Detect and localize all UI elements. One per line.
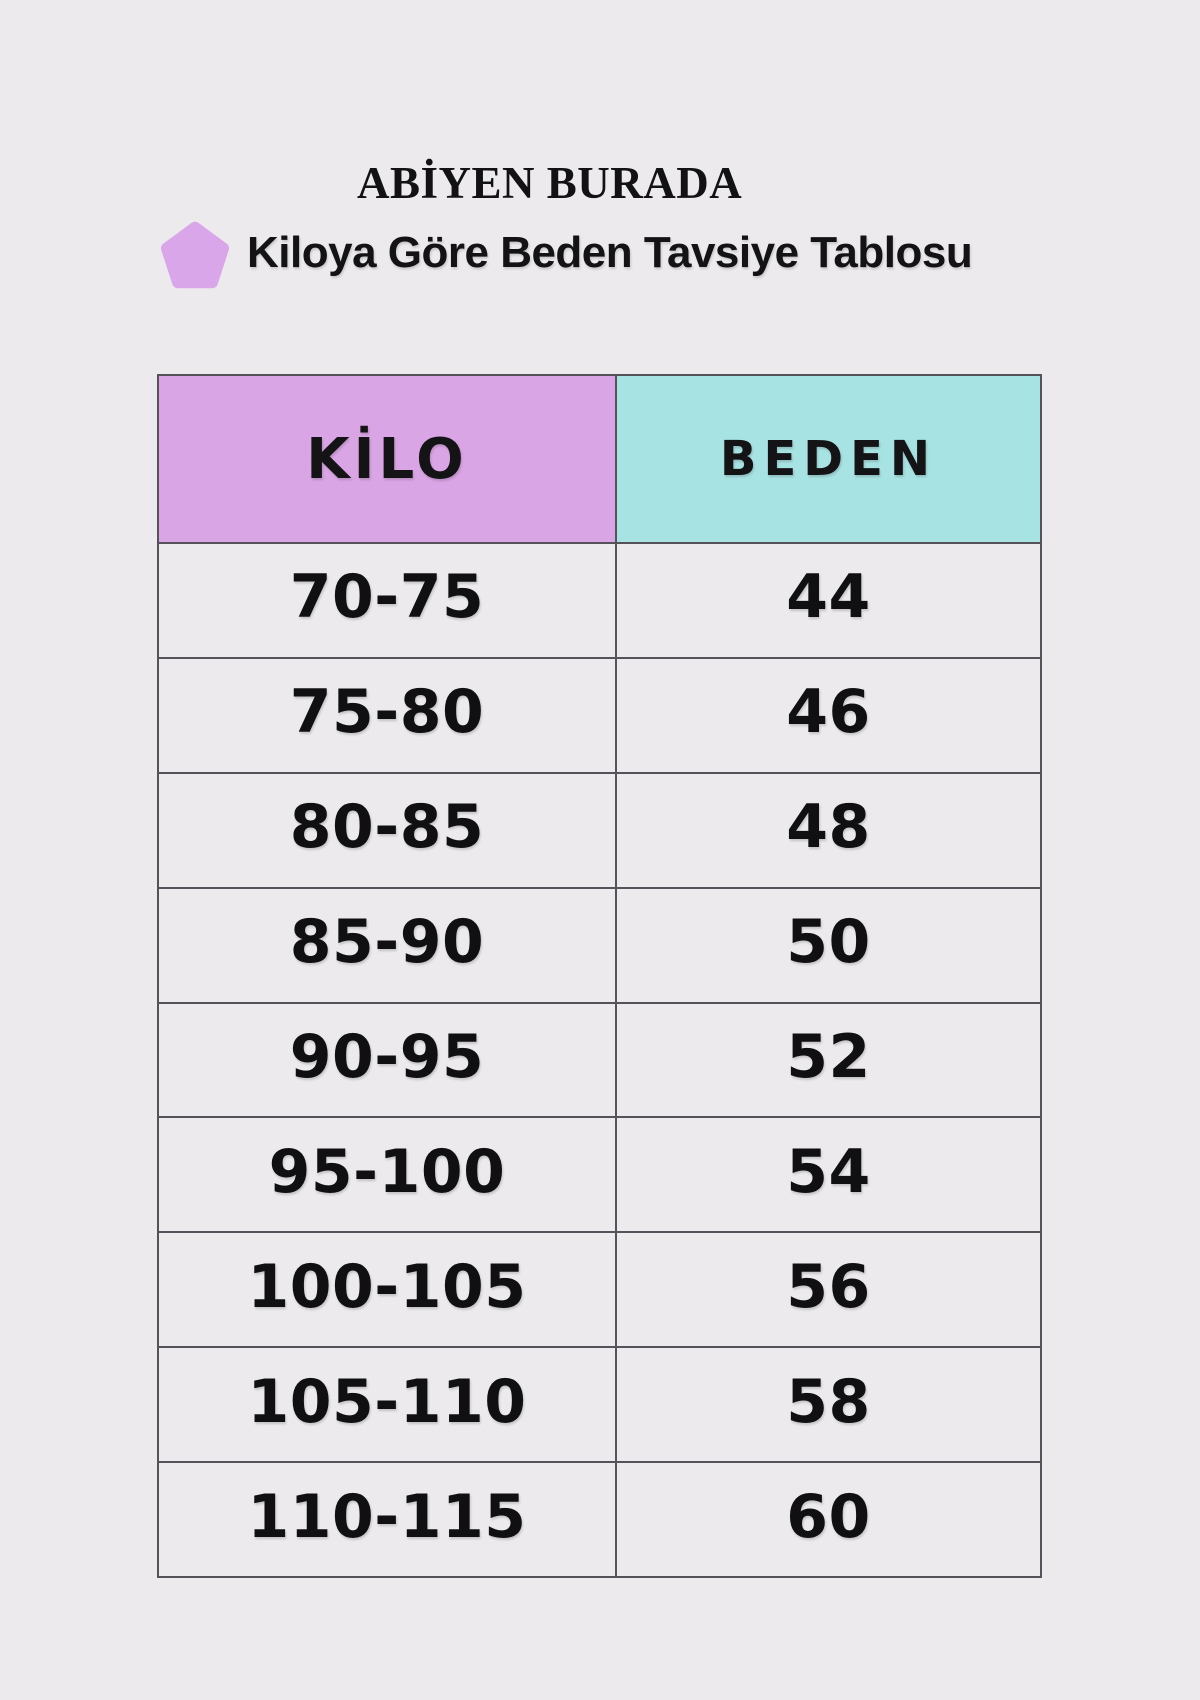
table-row xyxy=(159,1231,1040,1346)
beden-cell: 44 xyxy=(786,562,871,633)
beden-cell: 48 xyxy=(786,792,871,863)
kilo-cell: 90-95 xyxy=(159,1004,617,1117)
table-row xyxy=(159,1461,1040,1576)
subtitle-row xyxy=(158,218,972,292)
kilo-cell: 95-100 xyxy=(159,1118,617,1231)
brand-title: ABİYEN BURADA xyxy=(357,158,743,208)
beden-cell: 58 xyxy=(786,1366,871,1437)
table-row xyxy=(159,542,1040,657)
table-row xyxy=(159,657,1040,772)
beden-cell: 56 xyxy=(786,1251,871,1322)
kilo-cell: 105-110 xyxy=(159,1348,617,1461)
table-header-row xyxy=(159,376,1040,542)
kilo-cell: 100-105 xyxy=(159,1233,617,1346)
beden-cell: 60 xyxy=(786,1481,871,1552)
column-header-beden: BEDEN xyxy=(617,376,1040,542)
table-row xyxy=(159,887,1040,1002)
beden-cell: 50 xyxy=(786,907,871,978)
kilo-cell: 70-75 xyxy=(159,544,617,657)
table-row xyxy=(159,1346,1040,1461)
table-row xyxy=(159,772,1040,887)
table-row xyxy=(159,1116,1040,1231)
table-row xyxy=(159,1002,1040,1117)
kilo-cell: 110-115 xyxy=(159,1463,617,1576)
pentagon-icon xyxy=(158,218,232,292)
column-header-kilo: KİLO xyxy=(159,376,617,542)
kilo-cell: 80-85 xyxy=(159,774,617,887)
page-title: Kiloya Göre Beden Tavsiye Tablosu xyxy=(247,228,973,277)
beden-cell: 46 xyxy=(786,677,871,748)
pentagon-shape xyxy=(167,228,223,283)
beden-cell: 54 xyxy=(786,1136,871,1207)
size-table xyxy=(157,374,1042,1578)
kilo-cell: 85-90 xyxy=(159,889,617,1002)
beden-cell: 52 xyxy=(786,1021,871,1092)
kilo-cell: 75-80 xyxy=(159,659,617,772)
